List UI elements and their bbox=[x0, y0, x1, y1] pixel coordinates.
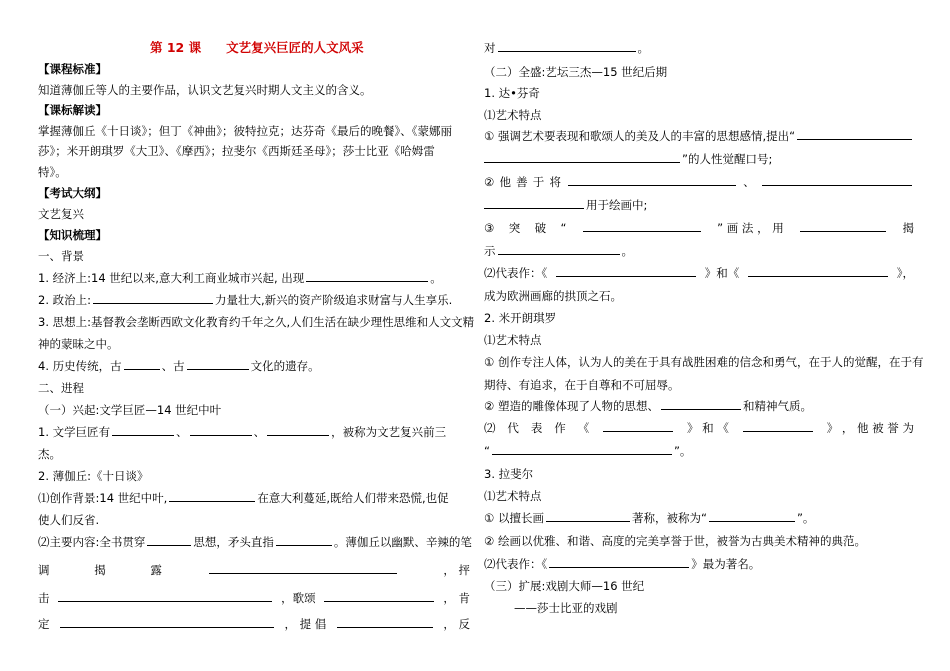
davinci-feature-2: ② 他 善 于 将 、 bbox=[484, 174, 914, 190]
subheading-rise: （一）兴起:文学巨匠—14 世纪中叶 bbox=[38, 403, 222, 417]
blank-field[interactable] bbox=[748, 265, 888, 277]
blank-field[interactable] bbox=[797, 128, 912, 140]
background-item-economy: 1. 经济上:14 世纪以来,意大利工商业城市兴起, 出现 。 bbox=[38, 271, 442, 285]
davinci-heading: 1. 达•芬奇 bbox=[484, 86, 540, 100]
boccaccio-content-line-3: 击 ，歌颂 ， 肯 bbox=[38, 591, 470, 605]
blank-field[interactable] bbox=[187, 358, 249, 370]
davinci-masterpieces-note: 成为欧洲画廊的拱顶之石。 bbox=[484, 289, 622, 303]
blank-field[interactable] bbox=[60, 616, 274, 628]
blank-field[interactable] bbox=[324, 590, 434, 602]
subheading-expansion: （三）扩展:戏剧大师—16 世纪 bbox=[484, 579, 645, 593]
michelangelo-heading: 2. 米开朗琪罗 bbox=[484, 311, 557, 325]
blank-field[interactable] bbox=[743, 420, 813, 432]
davinci-feature-3-cont: 示 。 bbox=[484, 244, 633, 258]
interpretation-line-3: 特》。 bbox=[38, 165, 67, 179]
boccaccio-background-2: 使人们反省. bbox=[38, 513, 100, 527]
literary-masters-line-2: 杰。 bbox=[38, 447, 61, 461]
blank-field[interactable] bbox=[583, 220, 701, 232]
blank-field[interactable] bbox=[58, 590, 272, 602]
exam-outline-text: 文艺复兴 bbox=[38, 207, 84, 221]
blank-field[interactable] bbox=[93, 292, 213, 304]
blank-field[interactable] bbox=[190, 424, 252, 436]
blank-field[interactable] bbox=[492, 443, 672, 455]
raphael-features-heading: ⑴艺术特点 bbox=[484, 489, 542, 503]
background-item-thought-2: 神的蒙昧之中。 bbox=[38, 337, 119, 351]
raphael-heading: 3. 拉斐尔 bbox=[484, 467, 534, 481]
michelangelo-masterpieces: ⑵ 代 表 作 《 》 和 《 》 ， 他 被 誉 为 bbox=[484, 421, 914, 435]
davinci-features-heading: ⑴艺术特点 bbox=[484, 108, 542, 122]
michelangelo-feature-1: ① 创作专注人体，认为人的美在于具有战胜困难的信念和勇气，在于人的觉醒，在于有 bbox=[484, 355, 924, 369]
michelangelo-features-heading: ⑴艺术特点 bbox=[484, 333, 542, 347]
blank-field[interactable] bbox=[169, 490, 255, 502]
section-exam-outline: 【考试大纲】 bbox=[38, 186, 107, 200]
raphael-feature-2: ② 绘画以优雅、和谐、高度的完美享誉于世，被誉为古典美术精神的典范。 bbox=[484, 534, 866, 548]
section-course-standard: 【课程标准】 bbox=[38, 62, 107, 76]
blank-field[interactable] bbox=[147, 534, 191, 546]
michelangelo-feature-2: ② 塑造的雕像体现了人物的思想、 和精神气质。 bbox=[484, 399, 812, 413]
boccaccio-background-1: ⑴创作背景:14 世纪中叶, 在意大利蔓延,既给人们带来恐慌,也促 bbox=[38, 491, 449, 505]
blank-field[interactable] bbox=[709, 510, 795, 522]
michelangelo-feature-1-cont: 期待、有追求，在于自尊和不可屈辱。 bbox=[484, 378, 680, 392]
literary-masters-line-1: 1. 文学巨匠有 、 、 ，被称为文艺复兴前三 bbox=[38, 425, 447, 439]
course-standard-text: 知道薄伽丘等人的主要作品，认识文艺复兴时期人文主义的含义。 bbox=[38, 83, 372, 97]
blank-field[interactable] bbox=[556, 265, 696, 277]
blank-field[interactable] bbox=[484, 151, 680, 163]
blank-field[interactable] bbox=[209, 562, 397, 574]
heading-background: 一、背景 bbox=[38, 249, 84, 263]
continuation-line: 对 。 bbox=[484, 41, 649, 55]
blank-field[interactable] bbox=[568, 174, 736, 186]
boccaccio-content-line-2: 调 揭 露 ， 抨 bbox=[38, 563, 470, 577]
background-item-tradition: 4. 历史传统，古 、古 文化的遗存。 bbox=[38, 359, 320, 373]
blank-field[interactable] bbox=[267, 424, 329, 436]
davinci-feature-3: ③ 突 破 “ ” 画 法 ， 用 揭 bbox=[484, 221, 914, 235]
background-item-politics: 2. 政治上: 力量壮大,新兴的资产阶级追求财富与人生享乐. bbox=[38, 293, 453, 307]
blank-field[interactable] bbox=[546, 510, 630, 522]
blank-field[interactable] bbox=[661, 398, 741, 410]
blank-field[interactable] bbox=[549, 556, 689, 568]
heading-process: 二、进程 bbox=[38, 381, 84, 395]
davinci-feature-1: ① 强调艺术要表现和歌颂人的美及人的丰富的思想感情,提出“ bbox=[484, 128, 914, 144]
background-item-thought-1: 3. 思想上:基督教会垄断西欧文化教育约千年之久,人们生活在缺少理性思维和人文文精 bbox=[38, 315, 475, 329]
lesson-title: 第 12 课 文艺复兴巨匠的人文风采 bbox=[150, 40, 364, 55]
blank-field[interactable] bbox=[124, 358, 160, 370]
blank-field[interactable] bbox=[603, 420, 673, 432]
boccaccio-heading: 2. 薄伽丘:《十日谈》 bbox=[38, 469, 149, 483]
blank-field[interactable] bbox=[276, 534, 332, 546]
blank-field[interactable] bbox=[306, 270, 428, 282]
blank-field[interactable] bbox=[337, 616, 433, 628]
davinci-feature-1-cont: ”的人性觉醒口号; bbox=[484, 151, 772, 167]
blank-field[interactable] bbox=[800, 220, 886, 232]
blank-field[interactable] bbox=[112, 424, 174, 436]
shakespeare-drama: ——莎士比亚的戏剧 bbox=[514, 601, 618, 615]
section-standard-interpretation: 【课标解读】 bbox=[38, 103, 107, 117]
interpretation-line-2: 莎》；米开朗琪罗《大卫》、《摩西》；拉斐尔《西斯廷圣母》；莎士比亚《哈姆雷 bbox=[38, 144, 435, 158]
michelangelo-title: “ ”。 bbox=[484, 444, 692, 458]
interpretation-line-1: 掌握薄伽丘《十日谈》；但丁《神曲》；彼特拉克；达芬奇《最后的晚餐》、《蒙娜丽 bbox=[38, 124, 452, 138]
blank-field[interactable] bbox=[762, 174, 912, 186]
davinci-masterpieces: ⑵代表作：《 》和《 》， bbox=[484, 266, 914, 280]
blank-field[interactable] bbox=[484, 197, 584, 209]
davinci-feature-2-cont: 用于绘画中; bbox=[484, 197, 647, 213]
subheading-peak: （二）全盛:艺坛三杰—15 世纪后期 bbox=[484, 65, 668, 79]
raphael-feature-1: ① 以擅长画 著称，被称为“ ”。 bbox=[484, 511, 815, 525]
boccaccio-content: ⑵主要内容:全书贯穿 思想，矛头直指 。薄伽丘以幽默、辛辣的笔 bbox=[38, 535, 472, 549]
blank-field[interactable] bbox=[498, 40, 636, 52]
blank-field[interactable] bbox=[498, 243, 620, 255]
boccaccio-content-line-4: 定 ， 提 倡 ， 反 bbox=[38, 617, 470, 631]
section-knowledge-review: 【知识梳理】 bbox=[38, 228, 107, 242]
raphael-masterpiece: ⑵代表作：《 》最为著名。 bbox=[484, 557, 761, 571]
